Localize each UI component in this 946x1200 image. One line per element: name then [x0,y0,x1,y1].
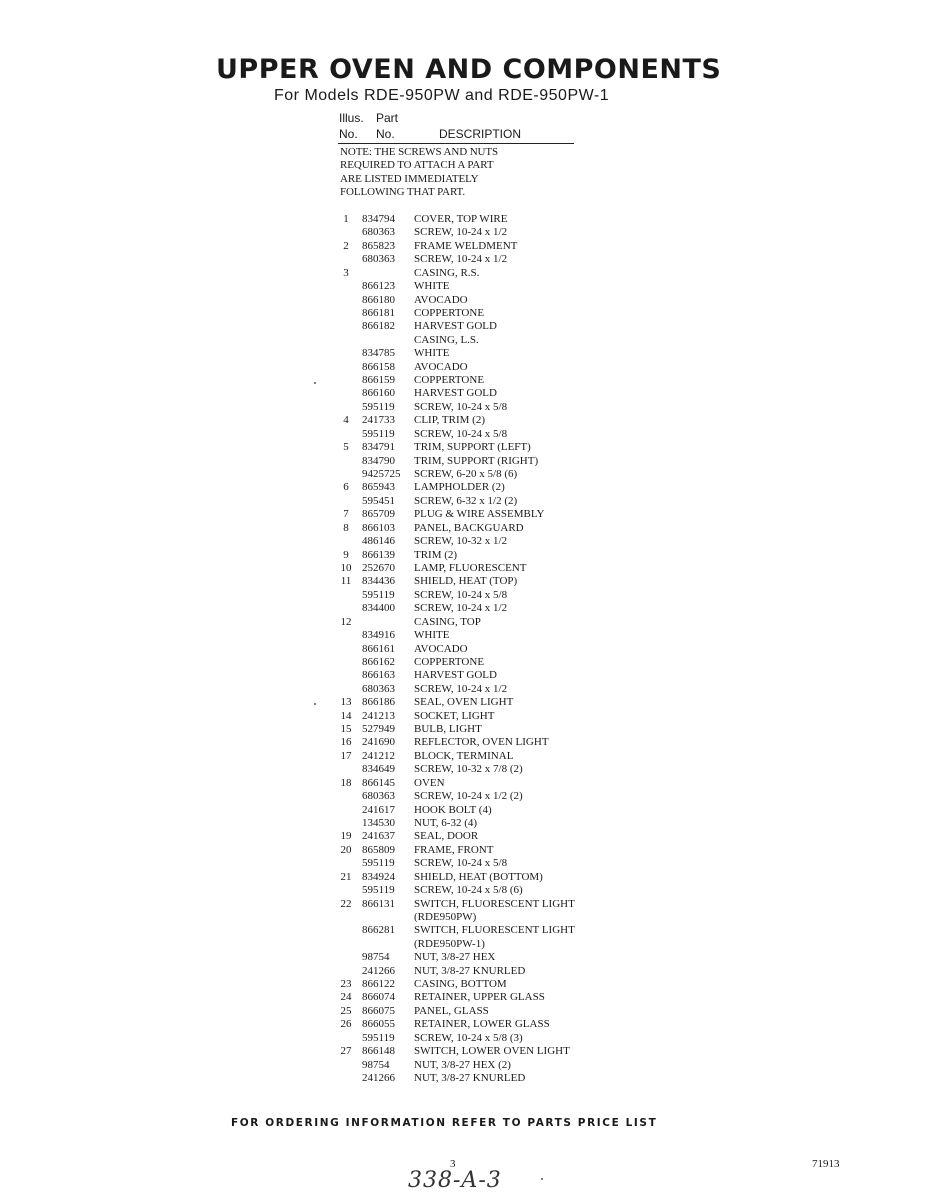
illus-number: 2 [343,239,349,252]
part-description: SWITCH, LOWER OVEN LIGHT [414,1045,570,1058]
part-number: 834785 [362,347,395,360]
part-description: SEAL, DOOR [414,830,479,843]
part-description: NUT, 6-32 (4) [414,816,478,829]
illus-number: 5 [343,441,349,454]
part-number: 834791 [362,441,395,454]
part-description: NUT, 3/8-27 KNURLED [414,964,526,977]
part-description: HARVEST GOLD [414,387,497,400]
part-description: SCREW, 10-24 x 1/2 [414,253,508,266]
part-number: 241212 [362,749,395,762]
part-number: 241733 [362,414,395,427]
part-description: SCREW, 10-24 x 5/8 [414,427,508,440]
part-description: WHITE [414,280,450,293]
illus-number: 19 [340,830,352,843]
part-number: 866074 [362,991,395,1004]
part-description: CASING, BOTTOM [414,978,507,991]
part-description: SCREW, 10-24 x 5/8 (6) [414,884,523,897]
part-number: 241213 [362,709,395,722]
part-description: NUT, 3/8-27 HEX (2) [414,1058,511,1071]
illus-number: 20 [340,843,352,856]
illus-number: 9 [343,548,349,561]
note-line: ARE LISTED IMMEDIATELY [340,172,479,185]
part-description: OVEN [414,776,445,789]
part-description: RETAINER, LOWER GLASS [414,1018,550,1031]
illus-number: 27 [340,1045,352,1058]
part-description: BLOCK, TERMINAL [414,749,514,762]
illus-number: 12 [340,615,352,628]
part-description: SCREW, 10-24 x 1/2 [414,602,508,615]
part-number: 866161 [362,642,395,655]
part-description: (RDE950PW) [414,910,477,923]
ordering-footer: FOR ORDERING INFORMATION REFER TO PARTS PRICE LIST [231,1117,658,1129]
part-description: CASING, R.S. [414,266,480,279]
page-subtitle: For Models RDE-950PW and RDE-950PW-1 [274,87,610,104]
illus-number: 13 [340,696,352,709]
part-description: PANEL, BACKGUARD [414,521,524,534]
part-description: HARVEST GOLD [414,320,497,333]
illus-number: 4 [343,414,349,427]
part-description: CASING, L.S. [414,333,479,346]
part-number: 865823 [362,239,395,252]
part-description: SHIELD, HEAT (TOP) [414,575,518,588]
scan-speck [314,382,316,384]
part-number: 9425725 [362,468,401,481]
part-description: SEAL, OVEN LIGHT [414,696,514,709]
part-description: SOCKET, LIGHT [414,709,495,722]
part-number: 680363 [362,253,395,266]
illus-no-header: No. [339,127,358,141]
illus-header-label: Illus. [339,111,364,125]
illus-number: 21 [340,870,352,883]
part-number: 527949 [362,723,395,736]
part-description: CASING, TOP [414,615,481,628]
part-description: COPPERTONE [414,374,485,387]
scan-speck [541,1178,543,1180]
part-number: 866162 [362,655,395,668]
part-number: 595119 [362,427,395,440]
part-description: SWITCH, FLUORESCENT LIGHT [414,924,575,937]
part-description: SCREW, 6-32 x 1/2 (2) [414,494,518,507]
part-description: RETAINER, UPPER GLASS [414,991,545,1004]
part-number: 865709 [362,508,395,521]
part-number: 834436 [362,575,395,588]
illus-number: 22 [340,897,352,910]
part-description: SHIELD, HEAT (BOTTOM) [414,870,543,883]
part-description: PLUG & WIRE ASSEMBLY [414,508,545,521]
part-number: 866139 [362,548,395,561]
part-description: SWITCH, FLUORESCENT LIGHT [414,897,575,910]
part-number: 866160 [362,387,395,400]
part-description: PANEL, GLASS [414,1004,489,1017]
illus-number: 10 [340,561,352,574]
part-number: 834794 [362,213,395,225]
part-description: TRIM (2) [414,548,458,561]
part-description: SCREW, 10-24 x 5/8 [414,857,508,870]
part-description: AVOCADO [414,293,468,306]
part-number: 865943 [362,481,395,494]
part-number: 595119 [362,588,395,601]
illus-number: 16 [340,736,352,749]
scan-speck [314,703,316,705]
illus-number: 11 [340,575,352,588]
part-description: (RDE950PW-1) [414,937,485,950]
document-number: 71913 [812,1158,840,1170]
part-description: FRAME, FRONT [414,843,494,856]
illus-number: 3 [343,266,349,279]
part-number: 680363 [362,226,395,239]
part-number: 866055 [362,1018,395,1031]
note-line: REQUIRED TO ATTACH A PART [340,159,494,172]
part-number: 866181 [362,306,395,319]
part-description: SCREW, 10-32 x 7/8 (2) [414,763,523,776]
part-description: SCREW, 6-20 x 5/8 (6) [414,468,518,481]
part-description: SCREW, 10-24 x 5/8 [414,588,508,601]
page-title: UPPER OVEN AND COMPONENTS [216,54,722,85]
note-line: FOLLOWING THAT PART. [340,186,465,199]
part-description: SCREW, 10-24 x 5/8 [414,400,508,413]
part-description: NUT, 3/8-27 HEX [414,951,496,964]
part-number: 834916 [362,629,395,642]
illus-number: 24 [340,991,352,1004]
part-number: 595119 [362,1031,395,1044]
part-number: 252670 [362,561,395,574]
part-description: NUT, 3/8-27 KNURLED [414,1072,526,1084]
part-number: 134530 [362,816,395,829]
part-description: SCREW, 10-24 x 1/2 (2) [414,790,523,803]
part-description: SCREW, 10-32 x 1/2 [414,535,508,548]
part-description: AVOCADO [414,642,468,655]
part-number: 595119 [362,884,395,897]
part-description: CLIP, TRIM (2) [414,414,485,427]
part-number: 866148 [362,1045,395,1058]
part-description: COPPERTONE [414,306,485,319]
part-description: SCREW, 10-24 x 5/8 (3) [414,1031,523,1044]
part-number: 595119 [362,400,395,413]
header-rule [338,143,574,144]
illus-number: 7 [343,508,349,521]
part-description: TRIM, SUPPORT (LEFT) [414,441,531,454]
part-number: 866123 [362,280,395,293]
part-description: COVER, TOP WIRE [414,213,508,225]
part-description: LAMPHOLDER (2) [414,481,505,494]
part-number: 98754 [362,951,390,964]
illus-number: 6 [343,481,349,494]
part-number: 680363 [362,682,395,695]
part-number: 834790 [362,454,395,467]
page-number: 3 [450,1158,456,1170]
illus-number: 23 [340,978,352,991]
part-header-label: Part [376,111,399,125]
part-number: 866281 [362,924,395,937]
illus-number: 18 [340,776,352,789]
part-description: BULB, LIGHT [414,723,482,736]
part-number: 595119 [362,857,395,870]
illus-number: 25 [340,1004,352,1017]
illus-number: 17 [340,749,352,762]
part-description: LAMP, FLUORESCENT [414,561,527,574]
part-description: COPPERTONE [414,655,485,668]
part-description: WHITE [414,629,450,642]
illus-number: 26 [340,1018,352,1031]
assembly-note [340,146,498,200]
part-number: 241637 [362,830,395,843]
part-description: SCREW, 10-24 x 1/2 [414,682,508,695]
part-description: TRIM, SUPPORT (RIGHT) [414,454,539,467]
illus-number: 1 [343,213,349,225]
part-description: HOOK BOLT (4) [414,803,492,816]
part-no-header: No. [376,127,395,141]
part-description: HARVEST GOLD [414,669,497,682]
illus-number: 14 [340,709,352,722]
description-header: DESCRIPTION [439,127,522,141]
note-line: NOTE: THE SCREWS AND NUTS [340,146,499,158]
part-number: 834400 [362,602,395,615]
part-description: WHITE [414,347,450,360]
part-number: 866186 [362,696,395,709]
part-number: 866131 [362,897,395,910]
part-number: 865809 [362,843,395,856]
part-number: 866182 [362,320,395,333]
part-description: SCREW, 10-24 x 1/2 [414,226,508,239]
part-number: 866075 [362,1004,395,1017]
part-number: 866103 [362,521,395,534]
part-number: 866158 [362,360,395,373]
part-number: 486146 [362,535,395,548]
part-number: 866180 [362,293,395,306]
part-description: AVOCADO [414,360,468,373]
illus-number: 8 [343,521,349,534]
part-number: 834924 [362,870,395,883]
part-number: 241266 [362,964,395,977]
part-number: 866163 [362,669,395,682]
handwritten-note: 338-A-3 [408,1168,502,1193]
illus-number: 15 [340,723,352,736]
part-number: 866122 [362,978,395,991]
part-number: 595451 [362,494,395,507]
part-number: 680363 [362,790,395,803]
part-number: 866145 [362,776,395,789]
part-number: 241266 [362,1072,395,1084]
part-description: REFLECTOR, OVEN LIGHT [414,736,549,749]
part-number: 866159 [362,374,395,387]
part-description: FRAME WELDMENT [414,239,518,252]
part-number: 834649 [362,763,395,776]
part-number: 241617 [362,803,395,816]
part-number: 98754 [362,1058,390,1071]
part-number: 241690 [362,736,395,749]
